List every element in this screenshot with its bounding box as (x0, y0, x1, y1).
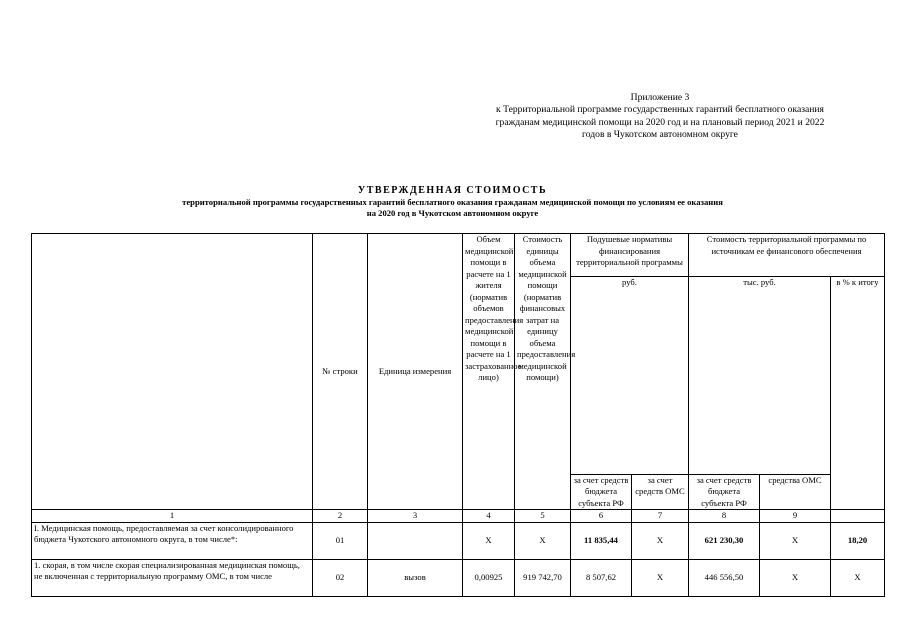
header-per-capita: Подушевые нормативы финансирования территориальной программы (571, 234, 689, 277)
row-oms-per-capita: X (632, 559, 689, 596)
row-oms-total: X (760, 522, 831, 559)
column-number: 1 (32, 510, 313, 523)
row-oms-total: X (760, 559, 831, 596)
title-subtitle: на 2020 год в Чукотском автономном округе (366, 208, 539, 218)
column-number: 2 (313, 510, 368, 523)
row-budget-total: 621 230,30 (689, 522, 760, 559)
row-name: 1. скорая, в том числе скорая специализированная медицинская помощь, не включенная с территориальную программу ОМС, в том числе (32, 559, 313, 596)
column-number: 5 (515, 510, 571, 523)
row-percent: 18,20 (831, 522, 885, 559)
row-number: 02 (313, 559, 368, 596)
column-number-empty (831, 510, 885, 523)
appendix-number: Приложение 3 (630, 92, 690, 103)
column-number: 8 (689, 510, 760, 523)
column-numbers-row (32, 510, 885, 523)
appendix-line: гражданам медицинской помощи на 2020 год и на плановый период 2021 и 2022 (495, 116, 825, 128)
column-number: 9 (760, 510, 831, 523)
column-number: 3 (368, 510, 463, 523)
title-main: УТВЕРЖДЕННАЯ СТОИМОСТЬ (357, 185, 548, 196)
header-program-cost: Стоимость территориальной программы по источникам ее финансового обеспечения (689, 234, 885, 277)
header-volume: Объем медицинской помощи в расчете на 1 жителя (норматив объемов предоставления медицинской помощи в расчете на 1 застрахованное лицо) (463, 234, 515, 510)
row-unit (368, 522, 463, 559)
column-number: 6 (571, 510, 632, 523)
header-oms: за счет средств ОМС (632, 474, 689, 510)
header-rub: руб. (571, 277, 689, 475)
header-budget-rf: за счет средств бюджета субъекта РФ (571, 474, 632, 510)
appendix-line: годов в Чукотском автономном округе (582, 128, 738, 140)
row-unit-cost: X (515, 522, 571, 559)
table-row (32, 559, 885, 596)
row-budget-per-capita: 11 835,44 (571, 522, 632, 559)
row-budget-total: 446 556,50 (689, 559, 760, 596)
row-unit: вызов (368, 559, 463, 596)
header-oms-total: средства ОМС (760, 474, 831, 510)
header-unit: Единица измерения (368, 234, 463, 510)
row-number: 01 (313, 522, 368, 559)
row-volume: X (463, 522, 515, 559)
header-row-number: № строки (313, 234, 368, 510)
header-thous-rub: тыс. руб. (689, 277, 831, 475)
cost-table (31, 233, 885, 597)
row-oms-per-capita: X (632, 522, 689, 559)
title-subtitle: территориальной программы государственных гарантий бесплатного оказания гражданам медицинской помощи по условиям ее оказания (182, 197, 723, 207)
row-budget-per-capita: 8 507,62 (571, 559, 632, 596)
header-unit-cost: Стоимость единицы объема медицинской помощи (норматив финансовых затрат на единицу объема предоставления медицинской помощи) (515, 234, 571, 510)
row-percent: X (831, 559, 885, 596)
header-budget-rf-total: за счет средств бюджета субъекта РФ (689, 474, 760, 510)
row-name: I. Медицинская помощь, предоставляемая за счет консолидированного бюджета Чукотского автономного округа, в том числе*: (32, 522, 313, 559)
document-title (60, 184, 845, 219)
header-percent: в % к итогу (831, 277, 885, 510)
table-row (32, 522, 885, 559)
row-volume: 0,00925 (463, 559, 515, 596)
appendix-header (440, 92, 880, 141)
appendix-line: к Территориальной программе государственных гарантий бесплатного оказания (496, 104, 824, 116)
header-name-cell (32, 234, 313, 510)
row-unit-cost: 919 742,70 (515, 559, 571, 596)
column-number: 4 (463, 510, 515, 523)
column-number: 7 (632, 510, 689, 523)
